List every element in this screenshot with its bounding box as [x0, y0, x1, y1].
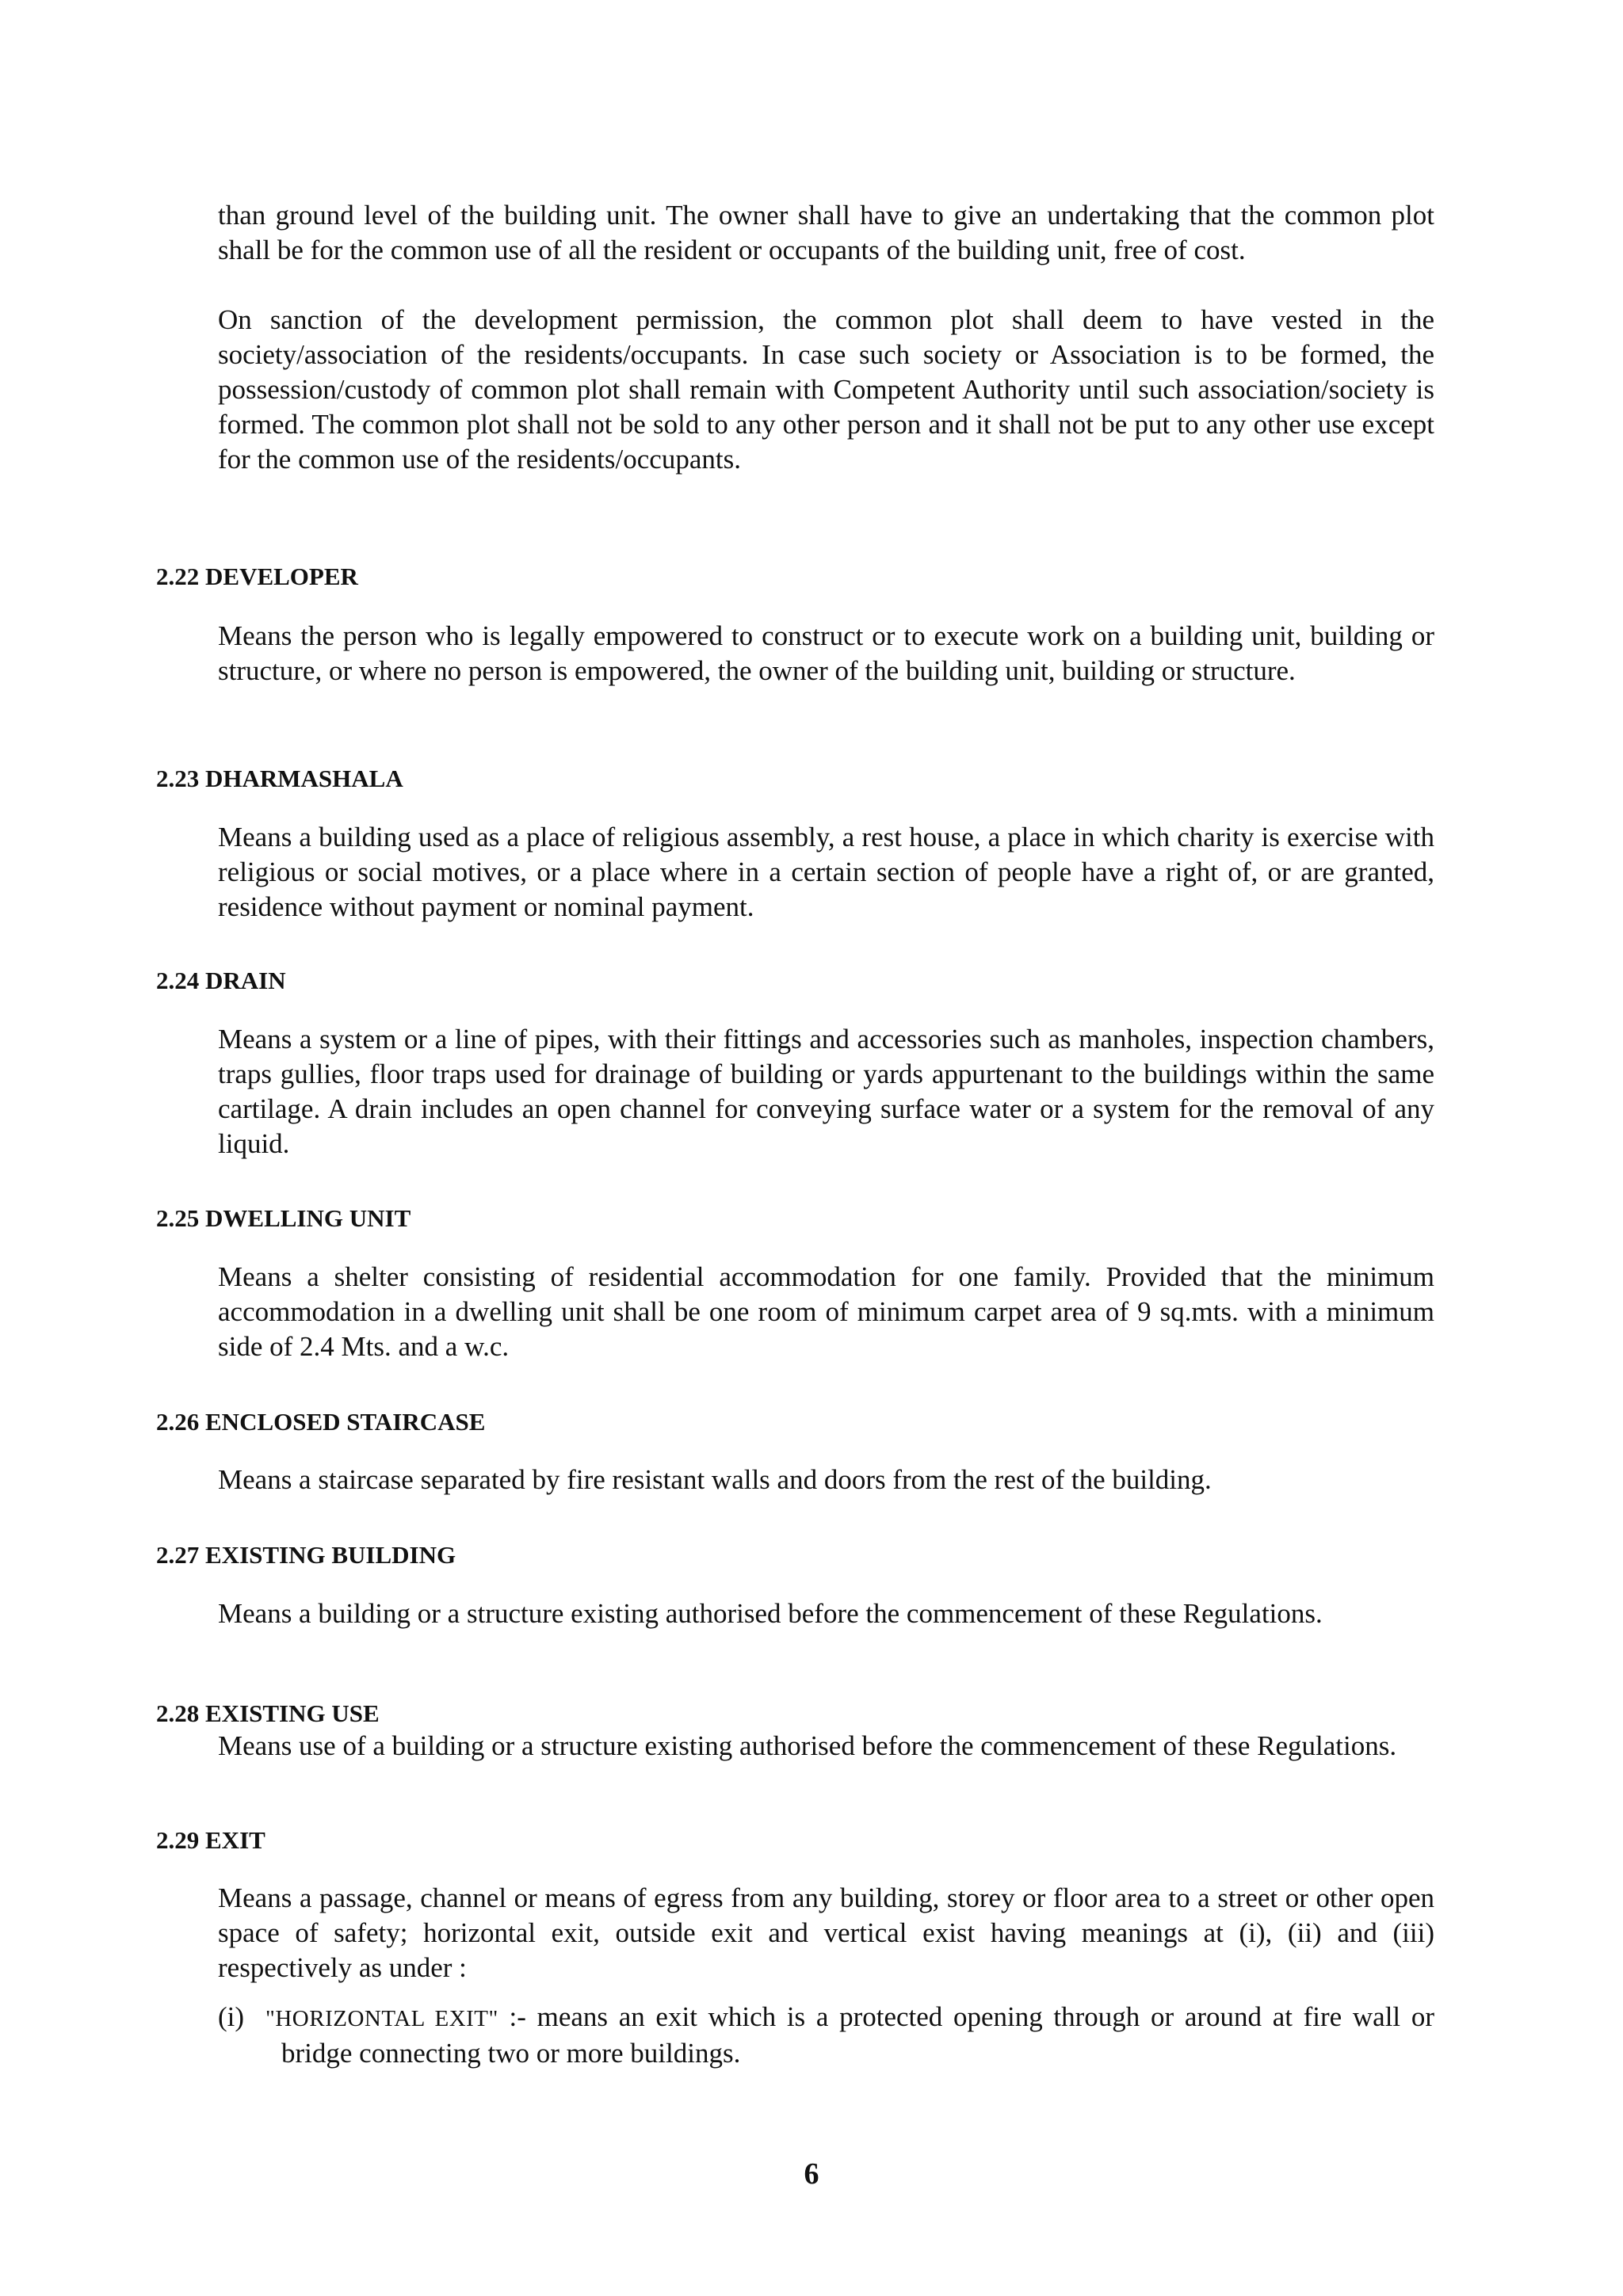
section-text-drain: Means a system or a line of pipes, with their fittings and accessories such as manholes, inspection chambers, traps gullies, floor traps used for drainage of building or yards appurtenant to the buildings within the same cartilage. A drain includes an open channel for conveying surface water or a system for the removal of any liquid. — [218, 1024, 1434, 1159]
intro-paragraph-2: On sanction of the development permission, the common plot shall deem to have vested in the society/association of the residents/occupants. In case such society or Association is to be formed, the possession/custody of common plot shall remain with Competent Authority until such association/society is formed. The common plot shall not be sold to any other person and it shall not be put to any other use except for the common use of the residents/occupants. — [218, 304, 1434, 475]
section-heading-enclosed-staircase: 2.26 ENCLOSED STAIRCASE — [156, 1408, 486, 1436]
section-heading-dwelling-unit: 2.25 DWELLING UNIT — [156, 1204, 411, 1232]
section-text-existing-use: Means use of a building or a structure existing authorised before the commencement of these Regulations. — [218, 1730, 1397, 1761]
section-text-developer: Means the person who is legally empowered to construct or to execute work on a building unit, building or structure, or where no person is empowered, the owner of the building unit, building or structure. — [218, 620, 1434, 686]
section-text-existing-building: Means a building or a structure existing authorised before the commencement of these Regulations. — [218, 1598, 1323, 1629]
list-item-term: "HORIZONTAL EXIT" — [265, 2006, 498, 2031]
section-text-dwelling-unit: Means a shelter consisting of residential accommodation for one family. Provided that the minimum accommodation in a dwelling unit shall be one room of minimum carpet area of 9 sq.mts. with a minimum side of 2.4 Mts. and a w.c. — [218, 1261, 1434, 1362]
section-heading-existing-building: 2.27 EXISTING BUILDING — [156, 1541, 456, 1569]
section-heading-drain: 2.24 DRAIN — [156, 967, 286, 994]
section-text-exit: Means a passage, channel or means of egress from any building, storey or floor area to a street or other open space of safety; horizontal exit, outside exit and vertical exist having meanings at (i), (ii) and (iii) respectively as under : — [218, 1882, 1434, 1983]
list-item-text: :- means an exit which is a protected opening through or around at fire wall or bridge connecting two or more buildings. — [281, 2001, 1434, 2069]
section-heading-dharmashala: 2.23 DHARMASHALA — [156, 765, 403, 792]
list-item-marker: (i) — [218, 2001, 245, 2032]
section-text-enclosed-staircase: Means a staircase separated by fire resistant walls and doors from the rest of the building. — [218, 1464, 1212, 1495]
section-text-dharmashala: Means a building used as a place of religious assembly, a rest house, a place in which charity is exercise with religious or social motives, or a place where in a certain section of people have a right of, or are granted, residence without payment or nominal payment. — [218, 822, 1434, 922]
intro-paragraph-1: than ground level of the building unit. The owner shall have to give an undertaking that the common plot shall be for the common use of all the resident or occupants of the building unit, free of cost. — [218, 200, 1434, 265]
section-heading-exit: 2.29 EXIT — [156, 1826, 265, 1854]
exit-list-item — [218, 2000, 1434, 2071]
page-number: 6 — [804, 2157, 819, 2191]
section-heading-developer: 2.22 DEVELOPER — [156, 563, 358, 590]
section-heading-existing-use: 2.28 EXISTING USE — [156, 1699, 380, 1727]
